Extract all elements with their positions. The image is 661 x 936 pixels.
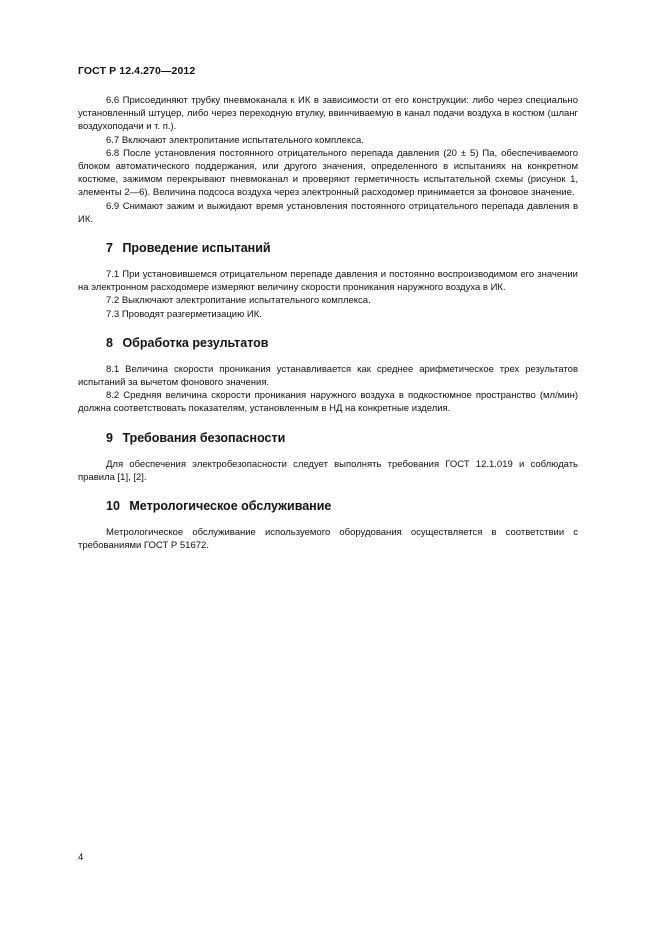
section-number: 9: [106, 430, 113, 445]
section-9-heading: [106, 430, 578, 446]
section-8-heading: [106, 335, 578, 351]
paragraph-7-3: 7.3 Проводят разгерметизацию ИК.: [106, 308, 262, 320]
page-number: 4: [78, 852, 84, 863]
document-body: [78, 94, 578, 552]
paragraph-6-8: 6.8 После установления постоянного отрицательного перепада давления (20 ± 5) Па, обеспечиваемого блоком автоматического поддержания, или другого значения, определенного в испытаниях на конкретном костюме, зажимом перекрывают пневмоканал и проверяют герметичность испытательной схемы (рисунок 1, элементы 2—6). Величина подсоса воздуха через электронный расходомер принимается за фоновое значение.: [78, 147, 578, 199]
paragraph-7-2: 7.2 Выключают электропитание испытательного комплекса.: [106, 295, 371, 307]
paragraph-7-1: 7.1 При установившемся отрицательном перепаде давления и постоянно воспроизводимом его значении на электронном расходомере измеряют величину скорости проникания наружного воздуха в ИК.: [78, 269, 578, 294]
section-title: Метрологическое обслуживание: [129, 499, 332, 514]
section-7-heading: [106, 240, 578, 256]
section-title: Проведение испытаний: [122, 241, 271, 256]
section-number: 7: [106, 241, 113, 256]
section-10-heading: [106, 498, 578, 514]
paragraph-6-7: 6.7 Включают электропитание испытательного комплекса.: [106, 134, 364, 146]
paragraph-6-6: 6.6 Присоединяют трубку пневмоканала к ИК в зависимости от его конструкции: либо через специально установленный штуцер, либо через переходную втулку, ввинчиваемую в канал подачи воздуха в костюм (шланг воздухоподачи и т. п.).: [78, 95, 578, 133]
paragraph-6-9: 6.9 Снимают зажим и выжидают время установления постоянного отрицательного перепада давления в ИК.: [78, 200, 578, 225]
section-title: Обработка результатов: [122, 335, 269, 350]
paragraph-8-2: 8.2 Средняя величина скорости проникания наружного воздуха в подкостюмное пространство (мл/мин) должна соответствовать показателям, установленным в НД на конкретные изделия.: [78, 390, 578, 415]
paragraph-9: Для обеспечения электробезопасности следует выполнять требования ГОСТ 12.1.019 и соблюдать правила [1], [2].: [78, 458, 578, 483]
section-title: Требования безопасности: [122, 430, 286, 445]
document-header: ГОСТ Р 12.4.270—2012: [78, 65, 196, 77]
paragraph-10: Метрологическое обслуживание используемого оборудования осуществляется в соответствии с требованиями ГОСТ Р 51672.: [78, 527, 578, 552]
section-number: 10: [106, 499, 120, 514]
paragraph-8-1: 8.1 Величина скорости проникания устанавливается как среднее арифметическое трех результатов испытаний за вычетом фонового значения.: [78, 363, 578, 389]
section-number: 8: [106, 335, 113, 350]
